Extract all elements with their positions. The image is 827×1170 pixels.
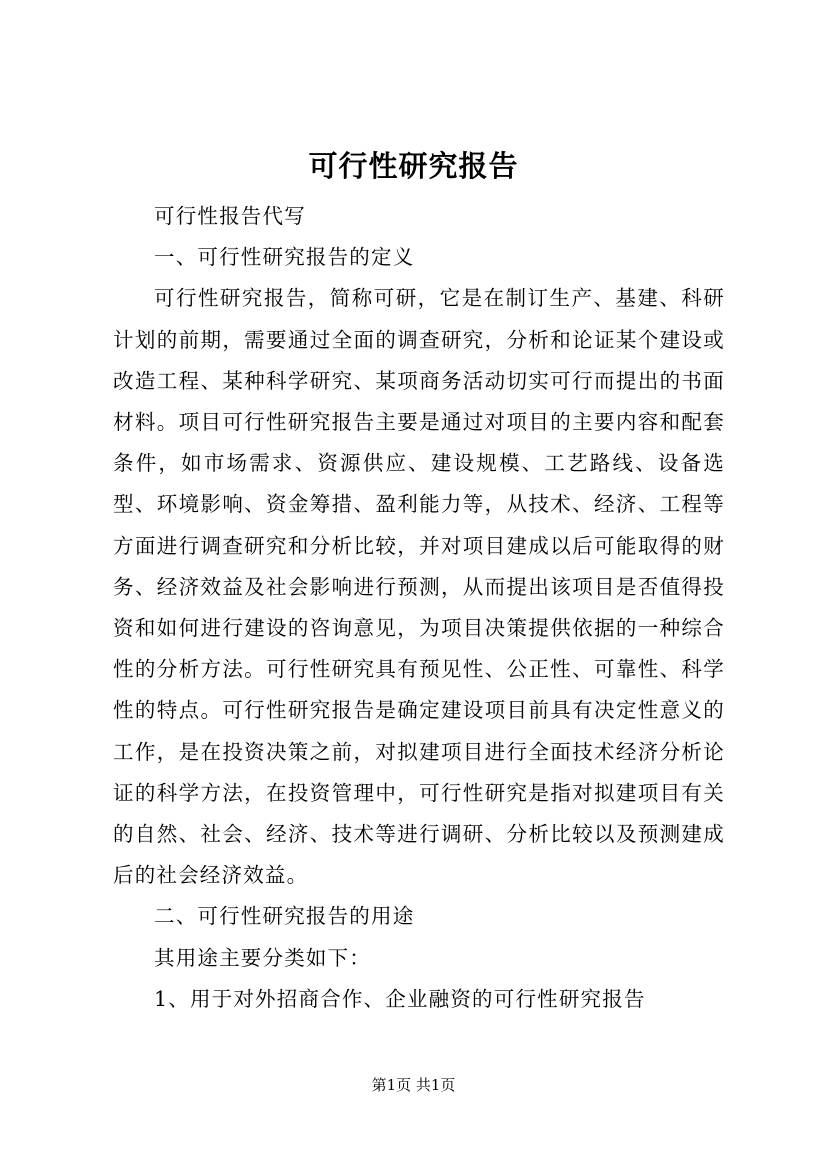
list-item-usage-1: 1、用于对外招商合作、企业融资的可行性研究报告 bbox=[154, 986, 646, 1011]
heading-definition: 一、可行性研究报告的定义 bbox=[154, 245, 415, 270]
page-footer: 第1页 共1页 bbox=[371, 1076, 456, 1094]
document-title: 可行性研究报告 bbox=[308, 149, 519, 183]
paragraph-usage-intro: 其用途主要分类如下： bbox=[154, 945, 371, 970]
heading-usage: 二、可行性研究报告的用途 bbox=[154, 904, 415, 929]
paragraph-subtitle: 可行性报告代写 bbox=[154, 204, 306, 228]
document-body bbox=[113, 196, 725, 1020]
paragraph-definition: 可行性研究报告，简称可研，它是在制订生产、基建、科研计划的前期，需要通过全面的调查研究，分析和论证某个建设或改造工程、某种科学研究、某项商务活动切实可行而提出的书面材料。项目可行性研究报告主要是通过对项目的主要内容和配套条件，如市场需求、资源供应、建设规模、工艺路线、设备选型、环境影响、资金筹措、盈利能力等，从技术、经济、工程等方面进行调查研究和分析比较，并对项目建成以后可能取得的财务、经济效益及社会影响进行预测，从而提出该项目是否值得投资和如何进行建设的咨询意见，为项目决策提供依据的一种综合性的分析方法。可行性研究具有预见性、公正性、可靠性、科学性的特点。可行性研究报告是确定建设项目前具有决定性意义的工作，是在投资决策之前，对拟建项目进行全面技术经济分析论证的科学方法，在投资管理中，可行性研究是指对拟建项目有关的自然、社会、经济、技术等进行调研、分析比较以及预测建成后的社会经济效益。 bbox=[113, 286, 725, 888]
